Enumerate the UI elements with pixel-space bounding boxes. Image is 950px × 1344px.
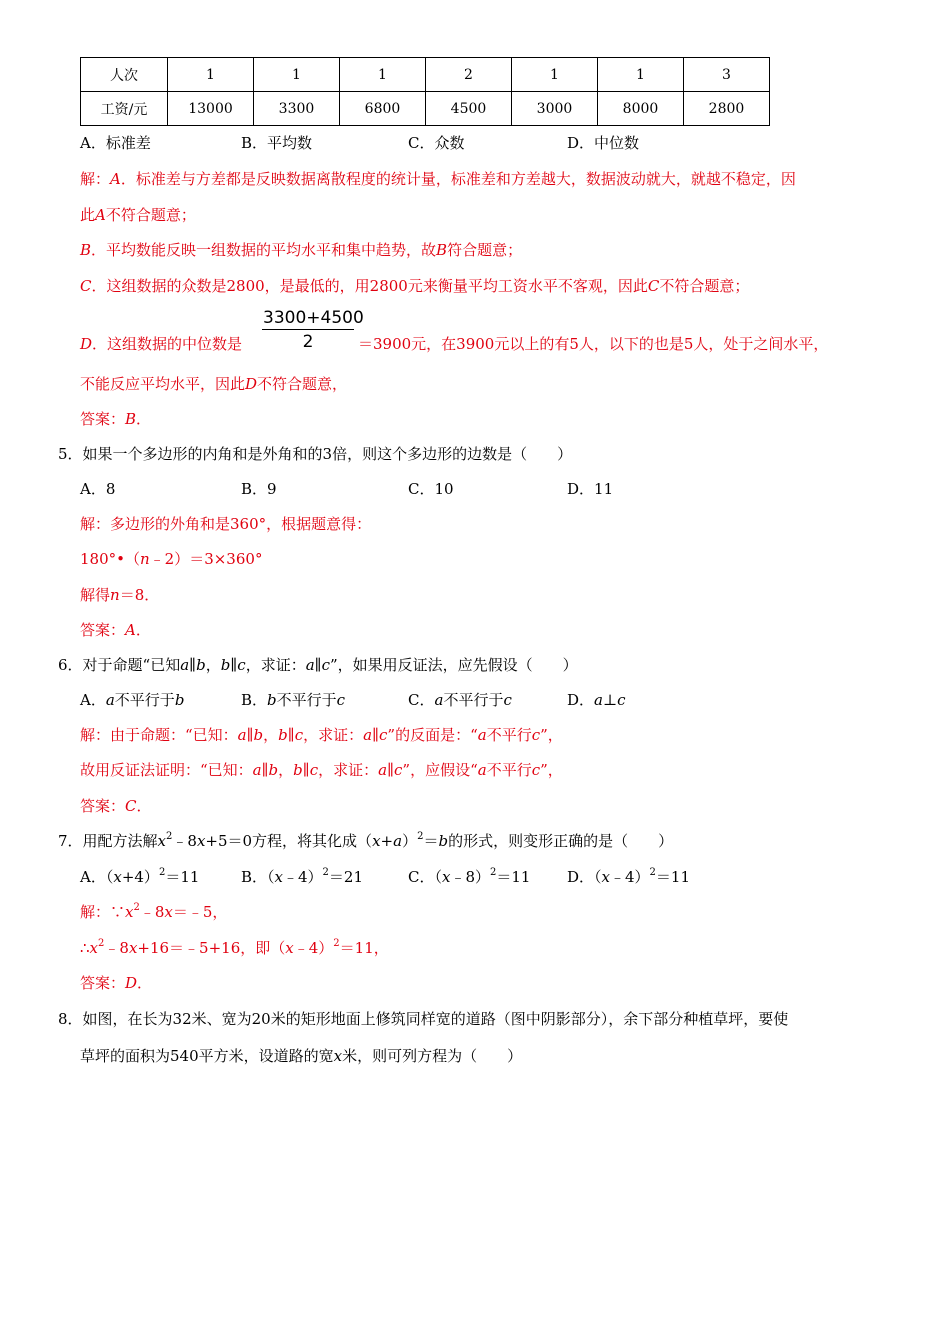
table-cell: 3000 [512, 92, 598, 126]
q7-solution-2: $\therefore x^2﹣8x+16=﹣5+16$，即（x﹣4）$^2$＝11， [80, 938, 389, 957]
fraction-denominator: 2 [302, 332, 314, 352]
q4-options [80, 133, 639, 153]
q5-stem: 5．如果一个多边形的内角和是外角和的3倍，则这个多边形的边数是（ ） [58, 445, 573, 463]
q4-solution-b: B．平均数能反映一组数据的平均水平和集中趋势，故B符合题意； [80, 241, 523, 259]
option-a: A．标准差 [80, 134, 151, 152]
q6-answer: 答案：C． [80, 797, 152, 815]
q4-solution-c: C．这组数据的众数是2800，是最低的，用2800元来衡量平均工资水平不客观，因此C不符合题意； [80, 277, 750, 295]
table-row [81, 92, 770, 126]
table-cell: 2800 [684, 92, 770, 126]
option-a: A．a不平行于b [80, 691, 185, 709]
option-c: C．（x﹣8）$^2$＝11 [408, 867, 531, 886]
option-b: B．（x﹣4）$^2$＝21 [241, 867, 364, 886]
q5-options [80, 479, 613, 499]
q8-stem-line1: 8．如图，在长为32米、宽为20米的矩形地面上修筑同样宽的道路（图中阴影部分），余下部分种植草坪，要使 [58, 1010, 789, 1028]
q8-stem-line2: 草坪的面积为540平方米，设道路的宽x米，则可列方程为（ ） [80, 1047, 523, 1065]
option-a: A．$(x+4)^2=11$ [80, 867, 200, 886]
option-c: C．a不平行于c [408, 691, 512, 709]
q4-solution-d-text2: ＝3900元，在3900元以上的有5人，以下的也是5人，处于之间水平， [358, 335, 829, 353]
table-cell: 8000 [598, 92, 684, 126]
table-cell: 1 [168, 58, 254, 92]
option-b: B．平均数 [241, 134, 313, 152]
option-d: D．（x﹣4）$^2$＝11 [567, 867, 691, 886]
q6-solution-2: 故用反证法证明：“已知：a∥b，b∥c，求证：a∥c”，应假设“a不平行c”， [80, 761, 563, 779]
table-cell: 1 [340, 58, 426, 92]
q4-solution-a-line1: 解：A．标准差与方差都是反映数据离散程度的统计量，标准差和方差越大，数据波动就大，就越不稳定，因 [80, 170, 796, 188]
q7-answer: 答案：D． [80, 974, 153, 992]
table-cell: 13000 [168, 92, 254, 126]
table-header-cell: 人次 [81, 58, 168, 92]
option-a: A．8 [80, 480, 116, 498]
q7-stem: 7．用配方法解$x^2﹣8x+5=0$方程，将其化成$(x+a)^2=b$的形式，则变形正确的是（ ） [58, 831, 674, 850]
table-cell: 2 [426, 58, 512, 92]
q4-solution-d-line2: 不能反应平均水平，因此D不符合题意， [80, 375, 348, 393]
q7-solution-1: 解：$\because x^2﹣8x=﹣5$， [80, 902, 228, 921]
median-fraction [262, 308, 364, 352]
table-header-cell: 工资/元 [81, 92, 168, 126]
q4-solution-a-line2: 此A不符合题意； [80, 206, 196, 224]
q7-options [80, 867, 690, 887]
q5-solution-3: 解得n＝8． [80, 586, 160, 604]
q4-solution-d-text1: D．这组数据的中位数是 [80, 335, 243, 353]
table-cell: 4500 [426, 92, 512, 126]
table-row [81, 58, 770, 92]
option-b: B．9 [241, 480, 277, 498]
q4-answer: 答案：B． [80, 410, 152, 428]
table-cell: 1 [512, 58, 598, 92]
q5-solution-1: 解：多边形的外角和是360°，根据题意得： [80, 515, 372, 533]
option-d: D．中位数 [567, 134, 640, 152]
wage-table [80, 57, 770, 126]
q6-stem: 6．对于命题“已知a∥b，b∥c，求证：a∥c”，如果用反证法，应先假设（ ） [58, 656, 578, 674]
table-cell: 1 [598, 58, 684, 92]
q6-solution-1: 解：由于命题：“已知：a∥b，b∥c，求证：a∥c”的反面是：“a不平行c”， [80, 726, 563, 744]
option-c: C．10 [408, 480, 454, 498]
fraction-numerator: 3300+4500 [263, 308, 364, 328]
option-d: D．11 [567, 480, 614, 498]
table-cell: 3300 [254, 92, 340, 126]
q5-solution-2: 180°•（n﹣2）＝3×360° [80, 550, 263, 568]
q6-options [80, 690, 626, 710]
table-cell: 6800 [340, 92, 426, 126]
option-c: C．众数 [408, 134, 465, 152]
table-cell: 1 [254, 58, 340, 92]
table-cell: 3 [684, 58, 770, 92]
option-d: D．a⊥c [567, 691, 626, 709]
option-b: B．b不平行于c [241, 691, 346, 709]
q5-answer: 答案：A． [80, 621, 151, 639]
